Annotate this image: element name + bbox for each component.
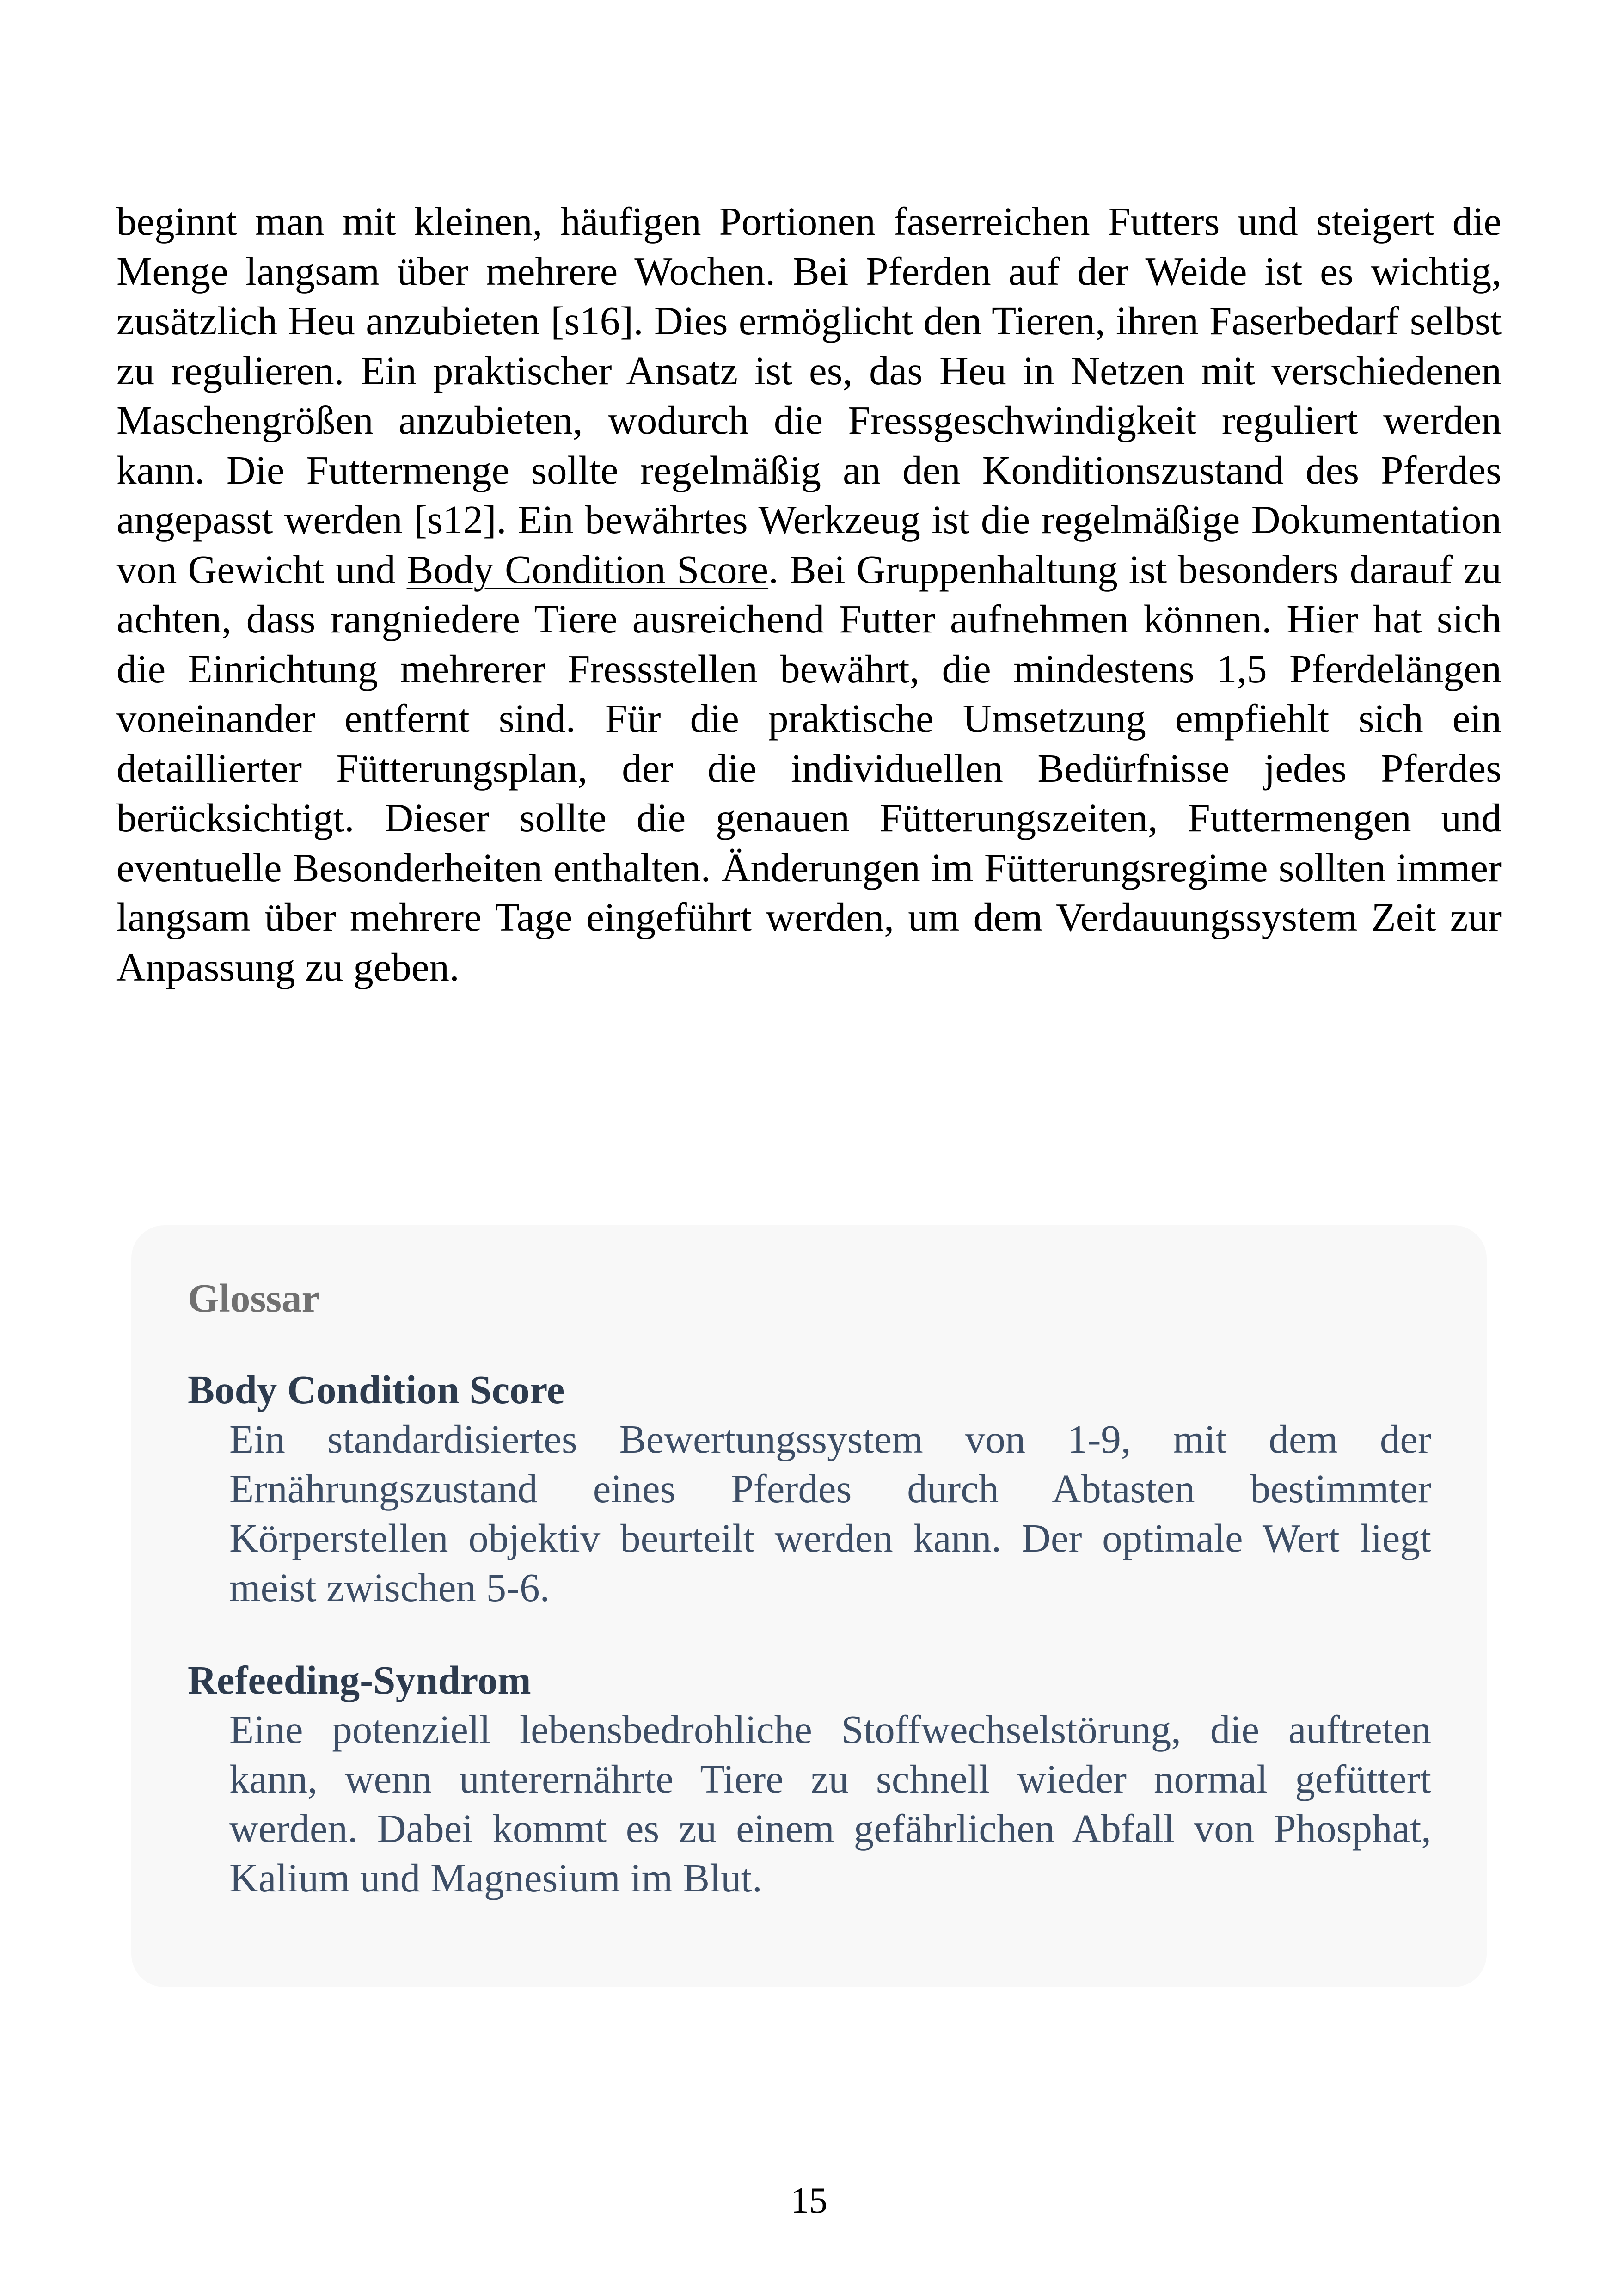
page-number: 15 bbox=[791, 2180, 827, 2221]
glossary-term: Refeeding-Syndrom bbox=[188, 1658, 531, 1702]
glossary-definition: Eine potenziell lebensbedrohliche Stoffwechselstörung, die auftreten kann, wenn unterernährte Tiere zu schnell wieder normal gefüttert werden. Dabei kommt es zu einem gefährlichen Abfall von Phosphat, Kalium und Magnesium im Blut. bbox=[229, 1707, 1431, 1900]
body-text-after-link: . Bei Gruppenhaltung ist besonders darauf zu achten, dass rangniedere Tiere ausreichend Futter aufnehmen können. Hier hat sich die Einrichtung mehrerer Fressstellen bewährt, die mindestens 1,5 Pferdelängen voneinander entfernt sind. Für die praktische Umsetzung empfiehlt sich ein detaillierter Fütterungsplan, der die individuellen Bedürfnisse jedes Pferdes berücksichtigt. Dieser sollte die genauen Fütterungszeiten, Futtermengen und eventuelle Besonderheiten enthalten. Änderungen im Fütterungsregime sollten immer langsam über mehrere Tage eingeführt werden, um dem Verdauungssystem Zeit zur Anpassung zu geben. bbox=[116, 546, 1502, 989]
body-text-before-link: beginnt man mit kleinen, häufigen Portionen faserreichen Futters und steigert die Menge langsam über mehrere Wochen. Bei Pferden auf der Weide ist es wichtig, zusätzlich Heu anzubieten [s16]. Dies ermöglicht den Tieren, ihren Faserbedarf selbst zu regulieren. Ein praktischer Ansatz ist es, das Heu in Netzen mit verschiedenen Maschengrößen anzubieten, wodurch die Fressgeschwindigkeit reguliert werden kann. Die Futtermenge sollte regelmäßig an den Konditionszustand des Pferdes angepasst werden [s12]. Ein bewährtes Werkzeug ist die regelmäßige Dokumentation von Gewicht und bbox=[116, 199, 1502, 592]
glossary-entry-refeeding-syndrom bbox=[188, 1655, 1431, 1903]
glossary-definition: Ein standardisiertes Bewertungssystem von 1-9, mit dem der Ernährungszustand eines Pferdes durch Abtasten bestimmter Körperstellen objektiv beurteilt werden kann. Der optimale Wert liegt meist zwischen 5-6. bbox=[229, 1417, 1431, 1610]
glossary-box bbox=[131, 1225, 1487, 1987]
glossary-heading: Glossar bbox=[188, 1276, 320, 1320]
body-condition-score-link[interactable]: Body Condition Score bbox=[406, 546, 769, 592]
glossary-entry-body-condition-score bbox=[188, 1365, 1431, 1612]
body-paragraph bbox=[116, 196, 1502, 992]
glossary-term: Body Condition Score bbox=[188, 1367, 565, 1412]
